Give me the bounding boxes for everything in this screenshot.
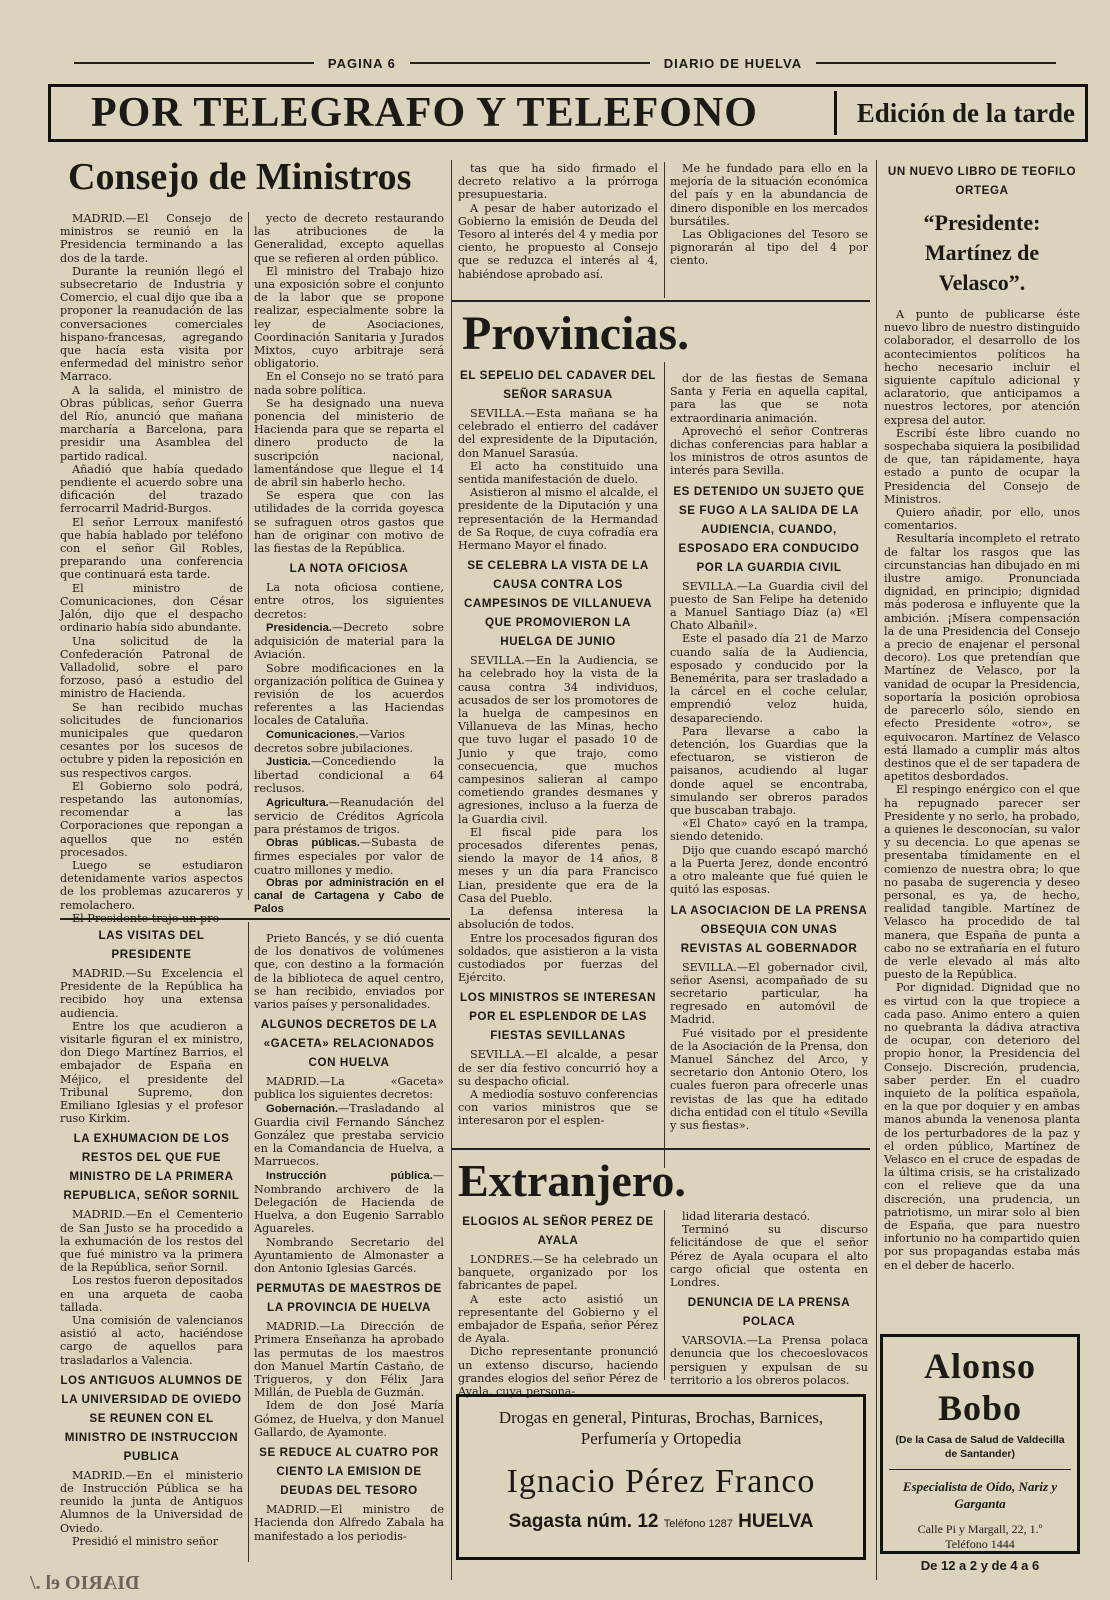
- paragraph: El fiscal pide para los procesados diferentes penas, siendo la mayor de 14 años, 8 meses y un día para Francisco Lian, presidente que era de la Casa del Pueblo.: [458, 825, 658, 905]
- ad-city: HUELVA: [738, 1511, 814, 1532]
- prensa-headline: LA ASOCIACION DE LA PRENSA OBSEQUIA CON UNAS REVISTAS AL GOBERNADOR: [670, 903, 868, 955]
- extranjero-headline: Extranjero.: [458, 1155, 686, 1206]
- vista-headline: SE CELEBRA LA VISTA DE LA CAUSA CONTRA LOS CAMPESINOS DE VILLANUEVA QUE PROMOVIERON LA HUELGA DE JUNIO: [463, 559, 653, 649]
- paragraph: Una comisión de valencianos asistió al acto, haciéndose cargo de aquellos para trasladarlos a Valencia.: [60, 1314, 243, 1367]
- nota-headline: LA NOTA OFICIOSA: [289, 562, 409, 576]
- paragraph: El señor Lerroux manifestó que había hablado por teléfono con el señor Gil Robles, preparando una conferencia que continuará esta tarde.: [60, 515, 243, 582]
- ad-line: Calle Pi y Margall, 22, 1.º: [917, 1522, 1043, 1536]
- consejo-col4: [670, 162, 868, 302]
- paragraph: Presidió el ministro señor: [72, 1534, 219, 1548]
- ad-business-name: Ignacio Pérez Franco: [506, 1463, 816, 1500]
- paragraph: MADRID.—El ministro de Hacienda don Alfredo Zabala ha manifestado a los periodis-: [254, 1503, 444, 1543]
- decree-label: Presidencia.: [266, 621, 332, 634]
- detenido-headline: ES DETENIDO UN SUJETO QUE SE FUGO A LA SALIDA DE LA AUDIENCIA, CUANDO, ESPOSADO ERA CONDUCIDO POR LA GUARDIA CIVIL: [673, 484, 865, 574]
- paragraph: [254, 1102, 444, 1169]
- section-rule: [452, 300, 870, 302]
- decree-label: Comunicaciones.: [266, 728, 359, 741]
- paragraph: SEVILLA.—El gobernador civil, señor Asensi, acompañado de su secretario particular, ha regresado en automóvil de Madrid.: [670, 960, 868, 1027]
- decree-text: —Subasta de firmes especiales por valor de cuatro millones y medio.: [254, 836, 445, 877]
- paragraph: Se ha designado una nueva ponencia del ministerio de Hacienda para que se reparta el dinero producto de la suscripción nacional, lamentándose que llegue el 14 de abril sin haberlo hecho.: [254, 396, 444, 490]
- banner-title: POR TELEGRAFO Y TELEFONO: [91, 90, 758, 136]
- decree-label: Justicia.: [266, 755, 311, 768]
- ad-line: Perfumería y Ortopedia: [580, 1429, 742, 1448]
- paragraph: Este el pasado día 21 de Marzo cuando salía de la Audiencia, esposado y conducido por la Benemérita, para ser trasladado a la cárcel en el coche celular, emprendió veloz huida, desapareciendo.: [670, 632, 868, 725]
- paragraph: Prieto Bancés, y se dió cuenta de los donativos de volúmenes que, con destino a la formación de la biblioteca de aquel centro, se han recibido, enviados por varios países y personalidades.: [254, 932, 444, 1012]
- denuncia-headline: DENUNCIA DE LA PRENSA POLACA: [687, 1296, 851, 1329]
- paragraph: [254, 728, 444, 755]
- ad-address: [459, 1511, 863, 1533]
- ad-street: Sagasta núm. 12: [508, 1511, 659, 1532]
- paragraph: MADRID.—En el ministerio de Instrucción Pública se ha reunido la junta de Antiguos Alumnos de la Universidad de Oviedo.: [60, 1468, 243, 1535]
- edition-label: Edición de la tarde: [834, 91, 1075, 135]
- paragraph: MADRID.—En el Cementerio de San Justo se ha procedido a la exhumación de los restos del que fué ministro va la primera de la República, señor Sornil.: [60, 1208, 243, 1275]
- column-rule: [451, 160, 452, 1580]
- column-rule: [664, 1210, 665, 1380]
- paragraph: MADRID.—Su Excelencia el Presidente de la República ha recibido hoy una extensa audiencia.: [60, 967, 243, 1020]
- decree-text: —Decreto sobre adquisición de material para la Aviación.: [254, 620, 444, 662]
- consejo-col2: [254, 212, 445, 916]
- paragraph: Añadió que había quedado pendiente el acuerdo sobre una dificación del trazado ferrocarril Madrid-Burgos.: [60, 462, 243, 516]
- paragraph: El respingo enérgico con el que ha repugnado parecer ser Presidente y no serlo, ha probado, a quienes le desconocían, su valor y su decencia. Lo que apenas se presentaba tímidamente en el comienzo de nuestra obra; lo que no pasaba de sugerencia y deseo personal, es ya, de hecho, realidad tangible. Martínez de Velasco ha procedido de tal manera, que España de punta a cabo no se extrañaría en el futuro de verle elevado al más alto puesto de la República.: [884, 783, 1080, 982]
- paragraph: A pesar de haber autorizado el Gobierno la emisión de Deuda del Tesoro al interés del 4 y media por ciento, he propuesto al Consejo que se reduzca el interés al 4, habiéndose aprobado así.: [458, 201, 658, 281]
- paragraph: Fué visitado por el presidente de la Asociación de la Prensa, don Manuel Sánchez del Arco, y secretario don Antonio Otero, los cuales fueron para ofrecerle unas revistas de las que ha editado dicha entidad con el título «Sevilla y sus fiestas».: [670, 1026, 868, 1132]
- decree-text: —Varios decretos sobre jubilaciones.: [254, 727, 414, 755]
- paragraph: SEVILLA.—El alcalde, a pesar de ser día festivo concurrió hoy a su despacho oficial.: [458, 1048, 658, 1088]
- lower-mid-col: [254, 932, 444, 1562]
- provincias-col2: [670, 372, 868, 1172]
- paragraph: A punto de publicarse éste nuevo libro de nuestro distinguido colaborador, el desarrollo de los acontecimientos políticos ha hecho necesario incluir el siguiente capítulo adicional y aclaratorio, que anticipamos a nuestros lectores, por atención expresa del autor.: [884, 308, 1080, 427]
- decree-text: —Nombrando archivero de la Delegación de Hacienda de Huelva, a don Eugenio Sarrablo Aguareles.: [254, 1168, 444, 1236]
- paragraph: SEVILLA.—La Guardia civil del puesto de San Felipe ha detenido a Manuel Santiago Díaz (a) «El Chato Albañil».: [670, 579, 868, 633]
- libro-col: [884, 162, 1080, 1332]
- ad-line: (De la Casa de Salud de Valdecilla de Santander): [895, 1434, 1065, 1460]
- decree-label: Agricultura.: [266, 796, 329, 809]
- column-rule: [664, 162, 665, 298]
- reduce-headline: SE REDUCE AL CUATRO POR CIENTO LA EMISION DE DEUDAS DEL TESORO: [259, 1446, 439, 1498]
- ad-line: Drogas en general, Pinturas, Brochas, Barnices,: [498, 1408, 824, 1427]
- paragraph: Entre los procesados figuran dos soldados, que asistieron a la vista custodiados por fuerzas del Ejército.: [458, 931, 658, 985]
- paragraph: Una solicitud de la Confederación Patronal de Valladolid, sobre el paro forzoso, pasó a estudio del ministro de Hacienda.: [60, 634, 243, 701]
- decree-label: Obras públicas.: [266, 837, 360, 850]
- paragraph: Resultaría incompleto el retrato de faltar los rasgos que las circunstancias han dibujado en mi ilustre amigo. Pronunciada dignidad, en principio; dignidad más poderosa e influyente que la ambición. ¡Mísera compensación la de una Presidencia del Consejo a precio de enajenar el personal decoro). Los que pretendían que Martínez de Velasco, por la vanidad de ocupar la Presidencia, soportaría la posición oprobiosa de parecerlo sólo, siendo en efecto Presidente «otro», se equivocaron. Martínez de Velasco está llamado a cumplir más altos destinos que el de ser tapadera de apetitos desbordados.: [884, 532, 1080, 784]
- paragraph: En el Consejo no se trató para nada sobre política.: [254, 370, 444, 397]
- alonso-bobo-ad: [880, 1334, 1080, 1573]
- paper-name: DIARIO DE HUELVA: [663, 55, 803, 71]
- paragraph: Se espera que con las utilidades de la corrida goyesca se sufraguen otros gastos que han de originar con motivo de las fiestas de la República.: [254, 489, 444, 556]
- paragraph: El acto ha constituido una sentida manifestación de duelo.: [458, 459, 658, 487]
- ad-phone: Teléfono 1287: [663, 1518, 733, 1530]
- column-rule: [664, 362, 665, 1168]
- visitas-headline: LAS VISITAS DEL PRESIDENTE: [98, 929, 205, 961]
- paragraph: tas que ha sido firmado el decreto relativo a la prórroga presupuestaria.: [458, 162, 658, 202]
- paragraph: Dijo que cuando escapó marchó a la Puerta Jerez, donde encontró a otro maleante que fué quien le quitó las esposas.: [670, 843, 868, 897]
- paragraph: SEVILLA.—Esta mañana se ha celebrado el entierro del cadáver del expresidente de la Diputación, don Manuel Sarasúa.: [458, 407, 658, 460]
- page-number: PAGINA 6: [327, 55, 396, 71]
- paragraph: La nota oficiosa contiene, entre otros, los siguientes decretos:: [254, 581, 444, 621]
- elogios-headline: ELOGIOS AL SEÑOR PEREZ DE AYALA: [462, 1215, 654, 1247]
- paragraph: Idem de don José María Gómez, de Huelva, y don Manuel Gallardo, de Ayamonte.: [254, 1399, 444, 1439]
- ad-hours: De 12 a 2 y de 4 a 6: [920, 1558, 1040, 1573]
- paragraph: Nombrando Secretario del Ayuntamiento de Almonaster a don Antonio Iglesias Garcés.: [254, 1235, 444, 1276]
- extranjero-col1: [458, 1208, 658, 1399]
- consejo-headline: Consejo de Ministros: [68, 156, 412, 198]
- paragraph: Dicho representante pronunció un extenso discurso, haciendo grandes elogios del señor Pérez de Ayala, cuya persona-: [458, 1345, 658, 1399]
- sepelio-headline: EL SEPELIO DEL CADAVER DEL SEÑOR SARASUA: [460, 369, 656, 401]
- ad-business-name: Alonso Bobo: [923, 1346, 1037, 1428]
- paragraph: dor de las fiestas de Semana Santa y Feria en aquella capital, para las que se nota extraordinaria animación.: [670, 372, 868, 425]
- decree-label: Gobernación.: [266, 1102, 339, 1115]
- paragraph: Luego se estudiaron detenidamente varios aspectos de los problemas azucareros y remolachero.: [60, 858, 243, 912]
- paragraph: LONDRES.—Se ha celebrado un banquete, organizado por los fabricantes de papel.: [458, 1253, 658, 1293]
- decree-text: —Trasladando al Guardia civil Fernando Sánchez González que prestaba servicio en la Comandancia de Huelva, a Marruecos.: [254, 1101, 444, 1169]
- paragraph: Para llevarse a cabo la detención, los Guardias que la efectuaron, se vistieron de paisanos, acudiendo al lugar donde aquel se encontraba, simulando ser obreros parados que buscaban trabajo.: [670, 724, 868, 818]
- paragraph: «El Chato» cayó en la trampa, siendo detenido.: [670, 817, 868, 844]
- paragraph: Terminó su discurso felicitándose de que el señor Pérez de Ayala ocupara el alto cargo oficial que ostenta en Londres.: [670, 1223, 868, 1290]
- paragraph: VARSOVIA.—La Prensa polaca denuncia que los checoeslovacos persiguen y expulsan de su territorio a los obreros polacos.: [670, 1334, 868, 1387]
- paragraph: Me he fundado para ello en la mejoría de la situación económica del país y en la abundancia de dinero disponible en los mercados bursátiles.: [670, 162, 868, 228]
- paragraph: MADRID.—La Dirección de Primera Enseñanza ha aprobado las permutas de los maestros don Manuel Martín Castaño, de Trigueros, y don Félix Jara Millán, de Puebla de Guzmán.: [254, 1320, 444, 1400]
- paragraph: La defensa interesa la absolución de todos.: [458, 905, 658, 932]
- consejo-col3: [458, 162, 658, 302]
- paragraph: [254, 621, 444, 662]
- paragraph: Entre los que acudieron a visitarle figuran el ex ministro, don Diego Martínez Barrios, el embajador de España en Méjico, el presidente del Tribunal Supremo, don Emiliano Iglesias y el profesor ruso Kirkim.: [60, 1019, 243, 1126]
- paragraph: A mediodía sostuvo conferencias con varios ministros que se interesaron por el esplen-: [458, 1087, 658, 1128]
- column-rule: [248, 922, 249, 1562]
- libro-headline: UN NUEVO LIBRO DE TEOFILO ORTEGA: [887, 165, 1077, 197]
- paragraph: Asistieron al mismo el alcalde, el presidente de la Diputación y una representación de la Hermandad de Sa Roque, de cuya cofradía era Hermano Mayor el finado.: [458, 486, 658, 553]
- column-rule: [876, 160, 877, 1580]
- paragraph: MADRID.—El Consejo de ministros se reunió en la Presidencia terminando a las dos de la tarde.: [60, 212, 243, 265]
- paragraph: Sobre modificaciones en la organización política de Guinea y revisión de los acuerdos referentes a las Haciendas locales de Cataluña.: [254, 661, 444, 728]
- gaceta-headline: ALGUNOS DECRETOS DE LA «GACETA» RELACIONADOS CON HUELVA: [260, 1018, 438, 1070]
- paragraph: SEVILLA.—En la Audiencia, se ha celebrado hoy la vista de la causa contra 34 individuos, acusados de ser los promotores de la huelga de campesinos en Villanueva de las Minas, hecho que tuvo lugar el pasado 10 de Junio y que trajo, como consecuencia, que muchos campesinos salieran al campo cometiendo grandes desmanes y agresiones, incluso a la fuerza de la Guardia civil.: [458, 654, 658, 826]
- paragraph: El Gobierno solo podrá, respetando las autonomías, recomendar a las Corporaciones que repongan a aquellos que no estén procesados.: [60, 779, 243, 859]
- section-banner: [48, 84, 1088, 142]
- paragraph: A este acto asistió un representante del Gobierno y el embajador de España, señor Pérez de Ayala.: [458, 1292, 658, 1346]
- running-header: [60, 52, 1070, 74]
- paragraph: El ministro del Trabajo hizo una exposición sobre el conjunto de la labor que se propone realizar, especialmente sobre la ley de Asociaciones, Coordinación Sanitaria y Jurados Mixtos, cuyo arbitraje será obligatorio.: [254, 264, 444, 371]
- column-rule: [248, 212, 249, 900]
- ignacio-perez-ad: [456, 1394, 866, 1560]
- decree-label: Instrucción pública.: [266, 1169, 433, 1182]
- paragraph: A la salida, el ministro de Obras públicas, señor Guerra del Río, anunció que mañana marcharía a Barcelona, para presidir una Asamblea del partido radical.: [60, 383, 243, 463]
- paragraph: lidad literaria destacó.: [682, 1210, 811, 1223]
- paragraph: Las Obligaciones del Tesoro se pignorarán al tipo del 4 por ciento.: [670, 228, 868, 268]
- provincias-col1: [458, 362, 658, 1172]
- paragraph: [254, 755, 444, 796]
- paragraph: [254, 836, 444, 877]
- provincias-headline: Provincias.: [462, 307, 690, 360]
- paragraph: Quiero añadir, por ello, unos comentarios.: [884, 506, 1080, 533]
- paragraph: Durante la reunión llegó el subsecretario de Industria y Comercio, el cual dijo que iba a proponer la reanudación de las conversaciones comerciales hispano-francesas, agregando que hacía esta visita por enfermedad del ministro señor Marraco.: [60, 264, 243, 384]
- paragraph: Aprovechó el señor Contreras dichas conferencias para hablar a los ministros de otros asuntos de interés para Sevilla.: [670, 424, 868, 478]
- extranjero-col2: [670, 1210, 868, 1390]
- paragraph: Se han recibido muchas solicitudes de funcionarios municipales que quedaron cesantes por los sucesos de octubre y piden la reposición en sus respectivos cargos.: [60, 700, 243, 780]
- section-rule: [452, 1148, 870, 1150]
- ad-line: Especialista de Oído, Nariz y Garganta: [889, 1469, 1071, 1512]
- paragraph: Por dignidad. Dignidad que no es virtud con la que tropiece a cada paso. Animo entero a quien no quebranta la dádiva atractiva de ocupar, con deterioro del propio honor, la Presidencia del Consejo. Discreción, prudencia, saber perder. En el cuadro inquieto de la política española, en la que por doquier y en ambas manos abunda la venenosa planta de los perturbadores de la paz y el orden público, Martínez de Velasco en el cruce de espadas de la última crisis, se ha cristalizado con el relieve que da una discreción, una prudencia, un patriotismo, un mirar solo al bien de España, que para nuestro infortunio no ha compartido quien por sus propagandas estaba más en el deber de hacerlo.: [884, 981, 1080, 1272]
- bleed-through-stamp: DIARIO el ./: [30, 1572, 140, 1594]
- decree-text: —Reanudación del servicio de Créditos Agrícola para préstamos de trigos.: [254, 795, 444, 836]
- libro-book-title: “Presidente: Martínez de Velasco”.: [923, 210, 1041, 295]
- paragraph: MADRID.—La «Gaceta» publica los siguientes decretos:: [254, 1075, 444, 1102]
- paragraph: Escribí éste libro cuando no sospechaba siquiera la posibilidad de que, tan rápidamente, haya estado a punto de ocupar la Presidencia del Consejo de Ministros.: [884, 426, 1080, 506]
- decree-text: —Concediendo la libertad condicional a 64 reclusos.: [254, 754, 444, 796]
- oviedo-headline: LOS ANTIGUOS ALUMNOS DE LA UNIVERSIDAD DE OVIEDO SE REUNEN CON EL MINISTRO DE INSTRUCCION PUBLICA: [60, 1373, 243, 1463]
- lower-left-col: [60, 922, 243, 1562]
- esplendor-headline: LOS MINISTROS SE INTERESAN POR EL ESPLENDOR DE LAS FIESTAS SEVILLANAS: [460, 991, 656, 1043]
- ad-phone: Teléfono 1444: [945, 1537, 1015, 1551]
- paragraph: [254, 796, 444, 837]
- exhumacion-headline: LA EXHUMACION DE LOS RESTOS DEL QUE FUE MINISTRO DE LA PRIMERA REPUBLICA, SEÑOR SORNIL: [63, 1132, 240, 1203]
- paragraph: El ministro de Comunicaciones, don César Jalón, dijo que el despacho ordinario había sido abundante.: [60, 581, 243, 635]
- consejo-col1: [60, 212, 243, 925]
- paragraph: [254, 1169, 444, 1236]
- paragraph: yecto de decreto restaurando las atribuciones de la Generalidad, excepto aquellas que se refieren al orden público.: [254, 212, 444, 265]
- paragraph: Los restos fueron depositados en una arqueta de caoba tallada.: [60, 1274, 243, 1314]
- paragraph: Obras por administración en el canal de Cartagena y Cabo de Palos: [254, 876, 444, 916]
- section-rule: [60, 918, 450, 920]
- paragraph: El Presidente trajo un pro-: [72, 911, 224, 925]
- permutas-headline: PERMUTAS DE MAESTROS DE LA PROVINCIA DE HUELVA: [256, 1282, 442, 1315]
